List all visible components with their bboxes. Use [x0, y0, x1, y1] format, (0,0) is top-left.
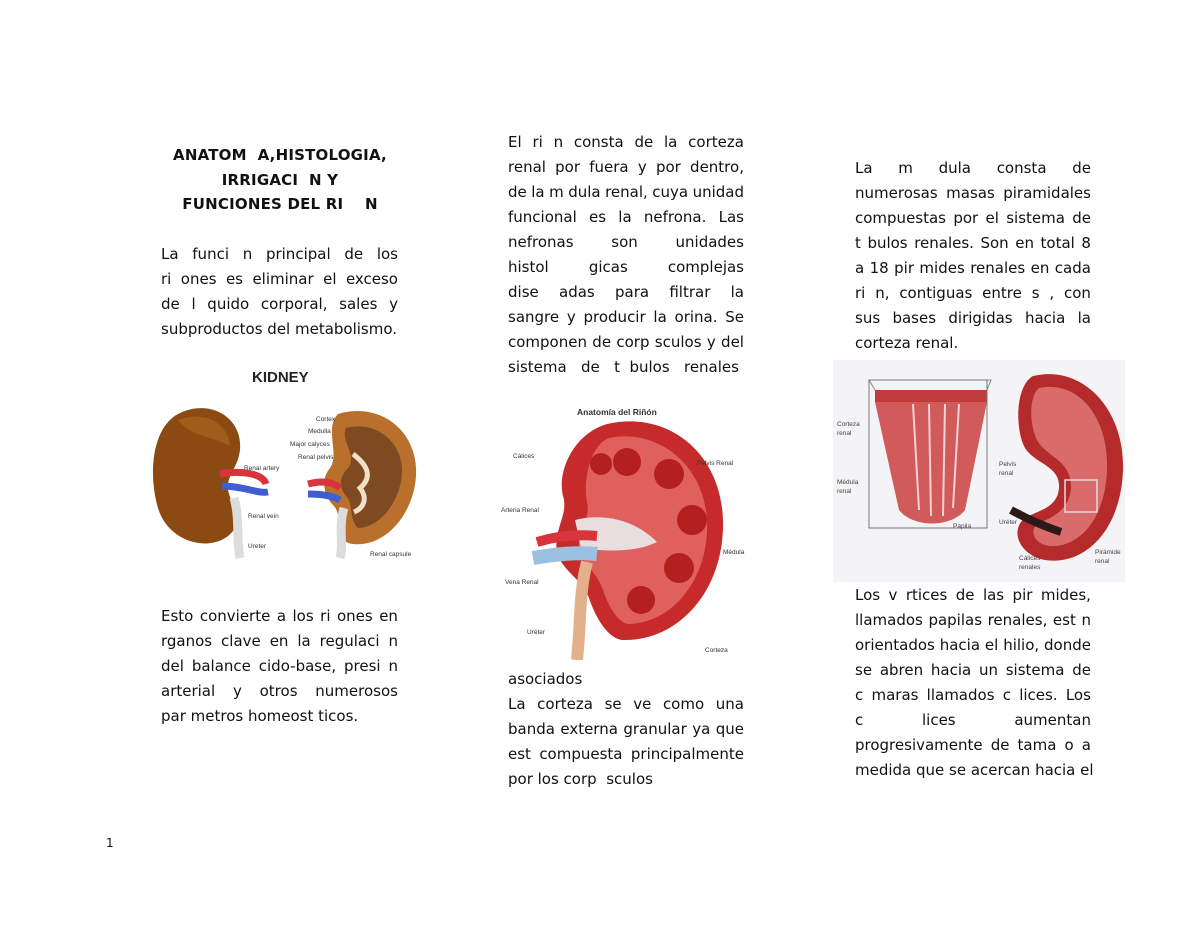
- paragraph-line: La m dula consta de: [855, 159, 1091, 177]
- label-vena-renal: Vena Renal: [505, 579, 539, 586]
- col2-paragraph-1: [508, 130, 744, 380]
- label-pelvis-renal-2: renal: [999, 470, 1014, 477]
- paragraph-line: histol gicas complejas: [508, 258, 744, 276]
- paragraph-line: renal por fuera y por dentro,: [508, 158, 744, 176]
- paragraph-line: ri ones es eliminar el exceso: [161, 270, 398, 288]
- renal-vein-shape-2: [308, 494, 340, 500]
- paragraph-line: La corteza se ve como una: [508, 695, 744, 713]
- cortex-band: [875, 390, 987, 402]
- paragraph-line: c lices aumentan: [855, 711, 1091, 729]
- renal-pyramid-figure: [833, 360, 1125, 582]
- label-medula: Médula: [723, 549, 745, 556]
- paragraph-line: sangre y producir la orina. Se: [508, 308, 744, 326]
- paragraph-line: par metros homeost ticos.: [161, 707, 359, 725]
- paragraph-line: arterial y otros numerosos: [161, 682, 398, 700]
- paragraph-line: dise adas para filtrar la: [508, 283, 744, 301]
- paragraph-line: progresivamente de tama o a: [855, 736, 1091, 754]
- label-medula-renal-1: Médula: [837, 479, 859, 486]
- paragraph-line: por los corp sculos: [508, 770, 653, 788]
- paragraph-line: llamados papilas renales, est n: [855, 611, 1091, 629]
- figure1-title: KIDNEY: [252, 369, 309, 386]
- label-pelvis-renal: Pelvis Renal: [697, 460, 734, 467]
- label-renal-capsule: Renal capsule: [370, 551, 412, 558]
- paragraph-line: del balance cido-base, presi n: [161, 657, 398, 675]
- paragraph-line: componen de corp sculos y del: [508, 333, 744, 351]
- paragraph-line: medida que se acercan hacia el: [855, 761, 1094, 779]
- title-line-2: IRRIGACI N Y: [221, 170, 339, 189]
- col1-paragraph-1: [161, 242, 398, 342]
- label-piramide-renal-2: renal: [1095, 558, 1110, 565]
- kidney-illustration-figure: [148, 358, 428, 563]
- paragraph-line: est compuesta principalmente: [508, 745, 744, 763]
- paragraph-line: ri n, contiguas entre s , con: [855, 284, 1091, 302]
- paragraph-line: La funci n principal de los: [161, 245, 398, 263]
- vena-renal-shape: [533, 553, 597, 558]
- label-medulla: Medulla: [308, 428, 331, 435]
- paragraph-line: compuestas por el sistema de: [855, 209, 1091, 227]
- ureter-shape-3: [577, 562, 587, 660]
- label-medula-renal-2: renal: [837, 488, 852, 495]
- paragraph-line: El ri n consta de la corteza: [508, 133, 744, 151]
- paragraph-line: orientados hacia el hilio, donde: [855, 636, 1091, 654]
- label-pelvis-renal-1: Pelvis: [999, 461, 1017, 468]
- paragraph-line: numerosas masas piramidales: [855, 184, 1091, 202]
- document-title: [160, 143, 400, 217]
- figure2-title: Anatomía del Riñón: [577, 407, 657, 417]
- col2-paragraph-2: [508, 667, 744, 792]
- paragraph-line: t bulos renales. Son en total 8: [855, 234, 1091, 252]
- paragraph-line: de la m dula renal, cuya unidad: [508, 183, 744, 201]
- paragraph-line: nefronas son unidades: [508, 233, 744, 251]
- paragraph-line: banda externa granular ya que: [508, 720, 744, 738]
- col3-paragraph-1: [855, 156, 1091, 356]
- label-corteza-renal-1: Corteza: [837, 421, 860, 428]
- paragraph-line: se abren hacia un sistema de: [855, 661, 1091, 679]
- label-renal-artery: Renal artery: [244, 465, 280, 472]
- paragraph-line: Esto convierte a los ri ones en: [161, 607, 398, 625]
- col1-paragraph-2: [161, 604, 398, 729]
- paragraph-line: funcional es la nefrona. Las: [508, 208, 744, 226]
- label-piramide-renal-1: Pirámide: [1095, 549, 1121, 556]
- paragraph-line: Los v rtices de las pir mides,: [855, 586, 1091, 604]
- label-calices-renales-2: renales: [1019, 564, 1041, 571]
- label-major-calyces: Major calyces: [290, 441, 330, 448]
- renal-vein-shape: [222, 486, 268, 492]
- paragraph-line: corteza renal.: [855, 334, 959, 352]
- label-papila: Papila: [953, 523, 972, 530]
- renal-artery-shape-2: [308, 482, 340, 488]
- kidney-anatomy-figure: [497, 402, 759, 660]
- page-number: 1: [106, 836, 114, 850]
- label-cortex: Cortex: [316, 416, 336, 423]
- paragraph-line: rganos clave en la regulaci n: [161, 632, 398, 650]
- ureter-shape-2: [340, 508, 344, 558]
- title-line-1: ANATOM A,HISTOLOGIA,: [173, 146, 387, 164]
- label-renal-vein: Renal vein: [248, 513, 279, 520]
- paragraph-line: c maras llamados c lices. Los: [855, 686, 1091, 704]
- paragraph-line: sistema de t bulos renales: [508, 358, 739, 376]
- paragraph-line: asociados: [508, 670, 583, 688]
- col3-paragraph-2: [855, 583, 1094, 783]
- label-ureter-2: Uréter: [527, 629, 546, 636]
- title-line-3: FUNCIONES DEL RI N: [182, 195, 378, 213]
- ureter-shape: [234, 498, 240, 558]
- label-arteria-renal: Arteria Renal: [501, 507, 539, 514]
- label-calices-renales-1: Cálices: [1019, 555, 1041, 562]
- paragraph-line: sus bases dirigidas hacia la: [855, 309, 1091, 327]
- paragraph-line: subproductos del metabolismo.: [161, 320, 398, 338]
- label-calices: Cálices: [513, 453, 535, 460]
- label-ureter: Ureter: [248, 543, 267, 550]
- label-ureter-3: Uréter: [999, 519, 1018, 526]
- paragraph-line: a 18 pir mides renales en cada: [855, 259, 1091, 277]
- label-corteza: Corteza: [705, 647, 728, 654]
- label-renal-pelvis: Renal pelvis: [298, 454, 334, 461]
- label-corteza-renal-2: renal: [837, 430, 852, 437]
- paragraph-line: de l quido corporal, sales y: [161, 295, 398, 313]
